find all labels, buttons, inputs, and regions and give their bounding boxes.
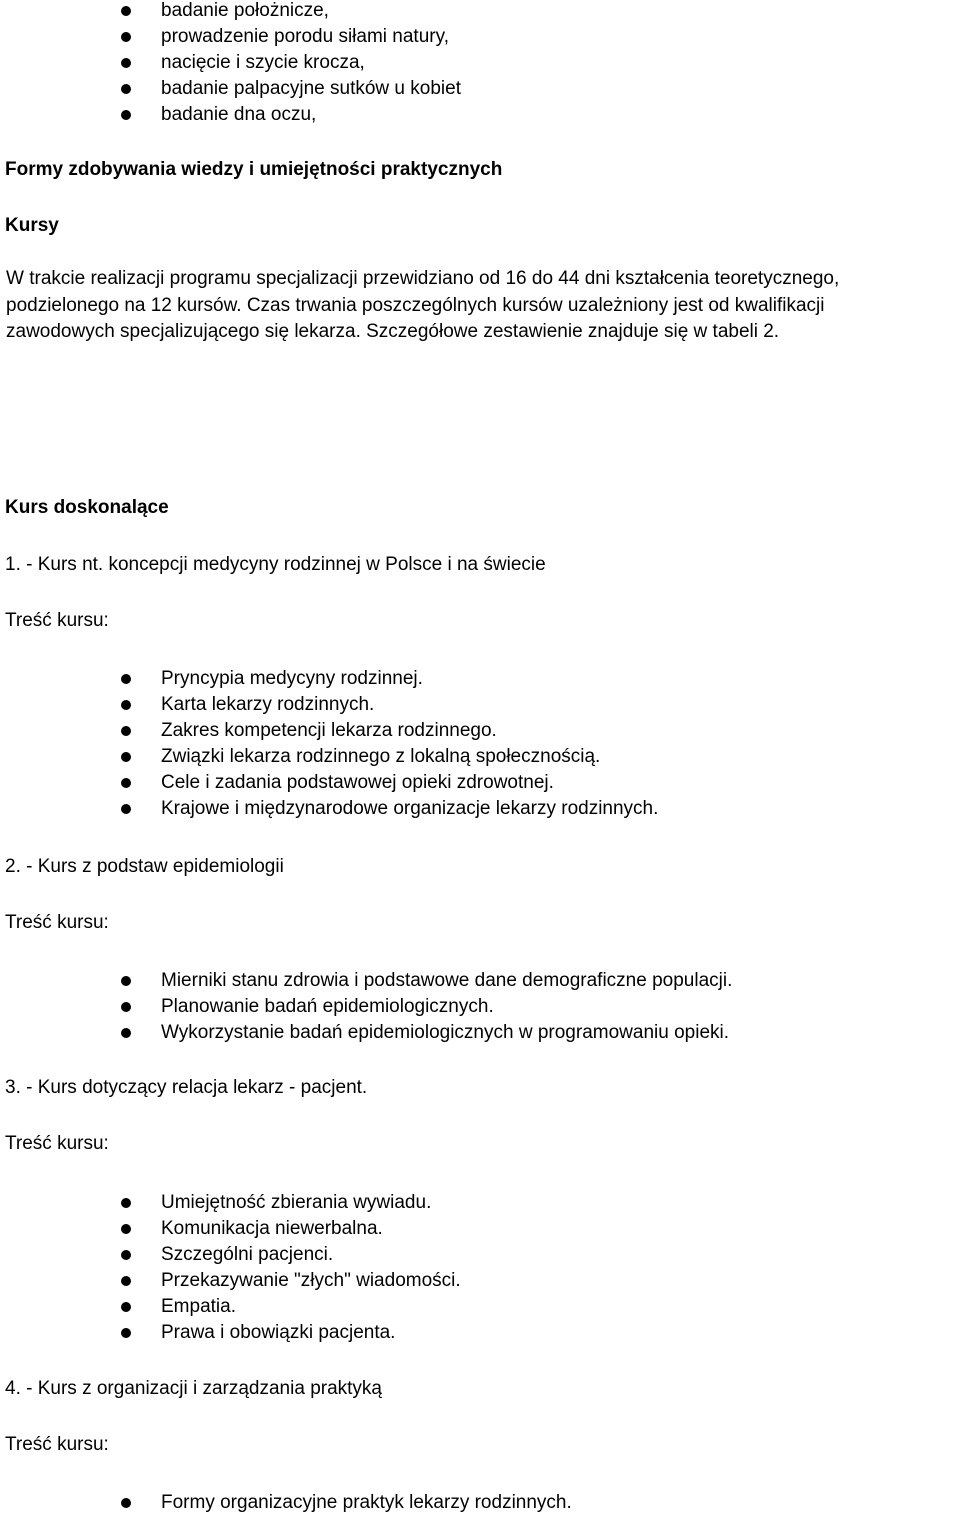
bullet-icon (121, 700, 131, 710)
course-items (0, 666, 658, 822)
intro-line: podzielonego na 12 kursów. Czas trwania poszczególnych kursów uzależniony jest od kwalifikacji (6, 295, 825, 316)
bullet-icon (121, 84, 131, 94)
list-item: Szczególni pacjenci. (0, 1242, 461, 1268)
list-item: Umiejętność zbierania wywiadu. (0, 1190, 461, 1216)
list-item: Prawa i obowiązki pacjenta. (0, 1320, 461, 1346)
course-items (0, 1490, 572, 1516)
list-item: badanie dna oczu, (0, 102, 461, 128)
section-heading-doskonalace: Kurs doskonalące (5, 497, 169, 518)
bullet-icon (121, 110, 131, 120)
course-content-label: Treść kursu: (5, 912, 109, 933)
intro-line: zawodowych specjalizującego się lekarza. Szczegółowe zestawienie znajduje się w tabeli 2. (6, 321, 780, 342)
list-item: Cele i zadania podstawowej opieki zdrowotnej. (0, 770, 658, 796)
list-item: badanie palpacyjne sutków u kobiet (0, 76, 461, 102)
course-content-label: Treść kursu: (5, 1133, 109, 1154)
bullet-icon (121, 1498, 131, 1508)
list-item: Pryncypia medycyny rodzinnej. (0, 666, 658, 692)
list-item: nacięcie i szycie krocza, (0, 50, 461, 76)
bullet-icon (121, 58, 131, 68)
bullet-icon (121, 1028, 131, 1038)
bullet-icon (121, 1276, 131, 1286)
bullet-icon (121, 976, 131, 986)
list-item: Planowanie badań epidemiologicznych. (0, 994, 732, 1020)
bullet-icon (121, 1302, 131, 1312)
bullet-icon (121, 1250, 131, 1260)
list-item: Związki lekarza rodzinnego z lokalną społecznością. (0, 744, 658, 770)
course-title: 3. - Kurs dotyczący relacja lekarz - pacjent. (5, 1077, 368, 1098)
list-item: Komunikacja niewerbalna. (0, 1216, 461, 1242)
bullet-icon (121, 674, 131, 684)
section-heading-forms: Formy zdobywania wiedzy i umiejętności praktycznych (5, 159, 503, 180)
list-item: Mierniki stanu zdrowia i podstawowe dane demograficzne populacji. (0, 968, 732, 994)
bullet-icon (121, 32, 131, 42)
course-content-label: Treść kursu: (5, 1434, 109, 1455)
top-bullet-list (0, 0, 461, 128)
course-items (0, 1190, 461, 1346)
bullet-icon (121, 1224, 131, 1234)
section-heading-kursy: Kursy (5, 215, 59, 236)
course-items (0, 968, 732, 1046)
list-item: Formy organizacyjne praktyk lekarzy rodzinnych. (0, 1490, 572, 1516)
intro-line: W trakcie realizacji programu specjalizacji przewidziano od 16 do 44 dni kształcenia teoretycznego, (6, 268, 840, 289)
bullet-icon (121, 1198, 131, 1208)
list-item: Empatia. (0, 1294, 461, 1320)
list-item: Przekazywanie "złych" wiadomości. (0, 1268, 461, 1294)
course-title: 2. - Kurs z podstaw epidemiologii (5, 856, 284, 877)
course-content-label: Treść kursu: (5, 610, 109, 631)
bullet-icon (121, 726, 131, 736)
list-item: Krajowe i międzynarodowe organizacje lekarzy rodzinnych. (0, 796, 658, 822)
bullet-icon (121, 804, 131, 814)
bullet-icon (121, 752, 131, 762)
bullet-icon (121, 1002, 131, 1012)
course-title: 1. - Kurs nt. koncepcji medycyny rodzinnej w Polsce i na świecie (5, 554, 546, 575)
bullet-icon (121, 1328, 131, 1338)
list-item: Karta lekarzy rodzinnych. (0, 692, 658, 718)
list-item: prowadzenie porodu siłami natury, (0, 24, 461, 50)
bullet-icon (121, 6, 131, 16)
list-item: badanie położnicze, (0, 0, 461, 24)
bullet-icon (121, 778, 131, 788)
course-title: 4. - Kurs z organizacji i zarządzania praktyką (5, 1378, 382, 1399)
list-item: Wykorzystanie badań epidemiologicznych w programowaniu opieki. (0, 1020, 732, 1046)
list-item: Zakres kompetencji lekarza rodzinnego. (0, 718, 658, 744)
